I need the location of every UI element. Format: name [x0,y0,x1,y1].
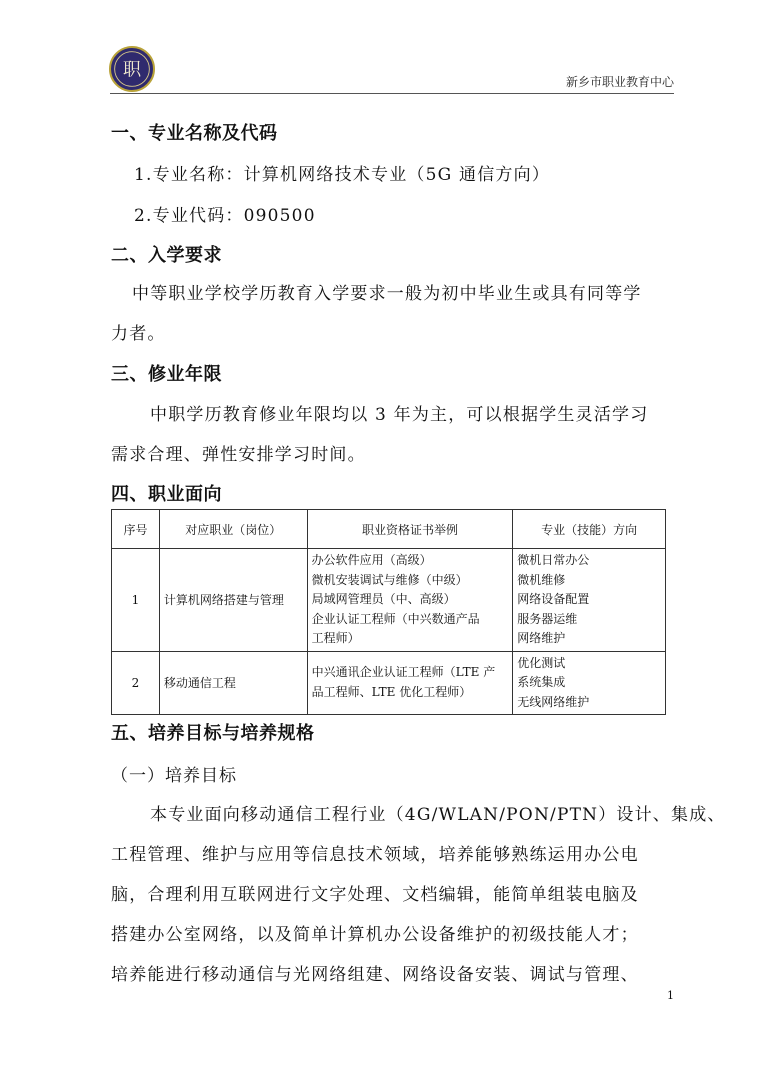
seal-icon [111,48,153,90]
row-occupation: 移动通信工程 [159,651,307,715]
major-name: 1.专业名称：计算机网络技术专业（5G 通信方向） [134,165,551,185]
direction-item: 无线网络维护 [517,694,590,709]
header-direction: 专业（技能）方向 [513,510,666,549]
header-certificates: 职业资格证书举例 [307,510,513,549]
certificate-item: 中兴通讯企业认证工程师（LTE 产 [311,665,496,680]
goals-text-line-1: 本专业面向移动通信工程行业（4G/WLAN/PON/PTN）设计、集成、 [150,805,726,825]
page-number: 1 [667,989,674,1002]
table-row [112,549,666,652]
row-directions [513,651,666,715]
major-code: 2.专业代码：090500 [134,206,316,226]
occupation-table [111,509,666,715]
section-title-1: 一、专业名称及代码 [111,123,278,144]
direction-item: 优化测试 [517,655,566,670]
direction-item: 系统集成 [517,675,566,689]
row-certificates [307,651,513,715]
school-logo [109,46,155,92]
certificate-item: 办公软件应用（高级） [311,553,432,567]
goals-text-line-3: 脑，合理利用互联网进行文字处理、文档编辑，能简单组装电脑及 [111,885,639,905]
header-occupation: 对应职业（岗位） [159,510,307,549]
goals-text-line-5: 培养能进行移动通信与光网络组建、网络设备安装、调试与管理、 [111,965,639,985]
row-occupation: 计算机网络搭建与管理 [159,549,307,652]
svg-text:职: 职 [122,59,142,81]
direction-item: 网络维护 [517,631,566,645]
direction-item: 微机日常办公 [517,553,590,567]
admission-text-line-2: 力者。 [111,324,166,344]
admission-text-line-1: 中等职业学校学历教育入学要求一般为初中毕业生或具有同等学 [132,284,642,304]
direction-item: 网络设备配置 [517,592,590,606]
header-organization: 新乡市职业教育中心 [565,75,674,89]
subsection-title-goals: （一）培养目标 [111,766,237,786]
certificate-item: 企业认证工程师（中兴数通产品 [311,611,480,626]
section-title-2: 二、入学要求 [111,245,222,266]
direction-item: 微机维修 [517,572,566,587]
row-index: 2 [112,651,160,715]
duration-text-line-1: 中职学历教育修业年限均以 3 年为主，可以根据学生灵活学习 [150,405,649,425]
section-title-4: 四、职业面向 [111,484,222,505]
section-title-3: 三、修业年限 [111,364,222,385]
certificate-item: 微机安装调试与维修（中级） [311,572,468,587]
header-index: 序号 [112,510,160,549]
duration-text-line-2: 需求合理、弹性安排学习时间。 [111,445,366,465]
goals-text-line-4: 搭建办公室网络，以及简单计算机办公设备维护的初级技能人才； [111,925,639,945]
row-index: 1 [112,549,160,652]
direction-item: 服务器运维 [517,611,578,626]
header-divider [110,93,674,94]
certificate-item: 工程师） [311,631,360,645]
certificate-item: 品工程师、LTE 优化工程师） [311,684,472,699]
table-header-row [112,510,666,549]
table-row [112,651,666,715]
certificate-item: 局域网管理员（中、高级） [311,592,456,606]
row-certificates [307,549,513,652]
goals-text-line-2: 工程管理、维护与应用等信息技术领域，培养能够熟练运用办公电 [111,845,639,865]
row-directions [513,549,666,652]
section-title-5: 五、培养目标与培养规格 [111,723,315,744]
